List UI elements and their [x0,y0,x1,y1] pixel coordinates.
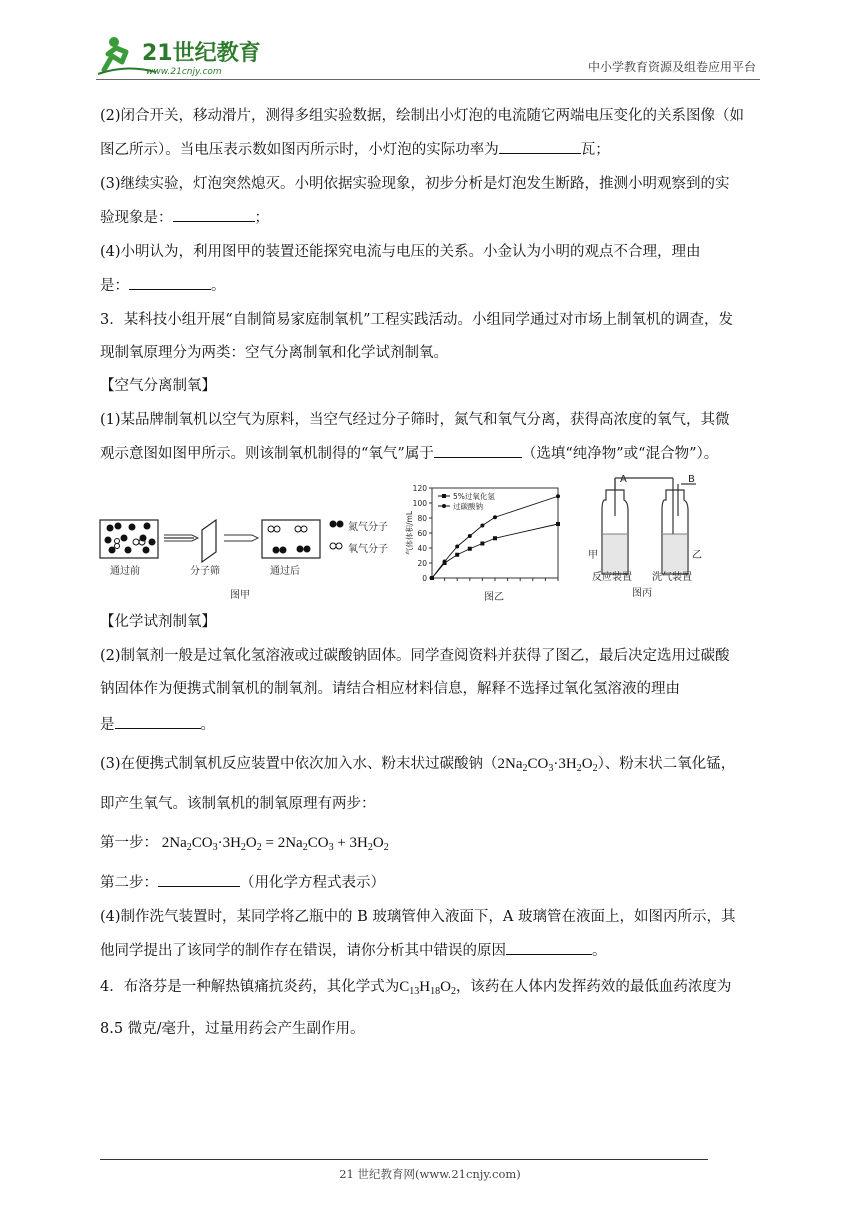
data-point-circle [455,545,459,549]
q3-part1-line2: 观示意图如图甲所示。则该制氧机制得的“氧气”属于 （选填“纯净物”或“混合物”）。 [100,443,718,464]
legend-entry: 5%过氧化氢 [453,492,495,501]
figure-yi-caption: 图乙 [484,592,504,603]
ibuprofen-formula: $C_{13}H_{18}O_2$ [399,979,456,997]
after-label: 通过后 [270,566,300,577]
data-point-square [468,547,472,551]
step1-equation: $2Na_2CO_3\cdot 3H_2O_2 = 2Na_2CO_3 + 3H_2O_2$ [158,835,389,853]
site-logo [96,34,266,78]
washer-label: 洗气装置 [652,572,692,583]
sieve-label: 分子筛 [190,566,220,577]
y-tick-label: 100 [412,499,427,508]
data-point-circle [430,576,434,580]
platform-name: 中小学教育资源及组卷应用平台 [587,60,756,74]
q3-intro-line1: 3．某科技小组开展“自制简易家庭制氧机”工程实践活动。小组同学通过对市场上制氧机的调查，发 [100,312,734,328]
answer-blank[interactable] [434,443,522,458]
q3-part1-line1: (1)某品牌制氧机以空气为原料，当空气经过分子筛时，氮气和氧气分离，获得高浓度的氧气，其微 [100,412,730,428]
section-heading-chem: 【化学试剂制氧】 [100,614,216,630]
svg-text:21世纪教育: 21世纪教育 [142,41,261,66]
answer-blank[interactable] [129,275,211,290]
answer-blank[interactable] [158,872,240,887]
footer-divider [100,1159,708,1160]
legend-marker [442,504,446,508]
q2-part4-line1: (4)小明认为，利用图甲的装置还能探究电流与电压的关系。小金认为小明的观点不合理，理由 [100,244,701,260]
figure-jia-caption: 图甲 [230,590,250,601]
data-point-circle [443,560,447,564]
answer-blank[interactable] [499,139,581,154]
bottle-jia-label: 甲 [588,550,598,561]
figure-jia [98,512,398,602]
q2-part2-line2: 图乙所示）。当电压表示数如图丙所示时，小灯泡的实际功率为 瓦； [100,139,610,160]
q3-part2-line1: (2)制氧剂一般是过氧化氢溶液或过碳酸钠固体。同学查阅资料并获得了图乙，最后决定选用过碳酸 [100,648,730,664]
legend-o2-label: 氧气分子 [348,544,388,555]
answer-blank[interactable] [173,207,255,222]
figure-bing-caption: 图丙 [632,588,652,599]
sodium-percarbonate-formula: $2Na_2CO_3\cdot 3H_2O_2$ [497,756,598,774]
figure-bing [584,476,714,600]
q4-line1: 4．布洛芬是一种解热镇痛抗炎药，其化学式为$C_{13}H_{18}O_2$，该药在人体内发挥药效的最低血药浓度为 [100,979,732,997]
y-tick-label: 20 [417,559,427,568]
reactor-label: 反应装置 [592,572,632,583]
q3-part2-line2: 钠固体作为便携式制氧机的制氧剂。请结合相应材料信息，解释不选择过氧化氢溶液的理由 [100,681,680,697]
y-tick-label: 0 [422,574,427,583]
y-tick-label: 40 [417,544,427,553]
data-point-square [556,522,560,526]
tube-b-label: B [688,474,695,485]
q4-line2: 8.5 微克/毫升，过量用药会产生副作用。 [100,1021,365,1037]
q2-part2-line1: (2)闭合开关，移动滑片，测得多组实验数据，绘制出小灯泡的电流随它两端电压变化的关系图像（如 [100,108,745,124]
before-label: 通过前 [110,566,140,577]
y-axis-label: 气体体积/mL [405,510,414,556]
page-footer: 21 世纪教育网(www.21cnjy.com) [339,1167,521,1181]
header-divider [96,79,760,80]
data-point-square [455,553,459,557]
svg-text:www.21cnjy.com: www.21cnjy.com [146,67,222,77]
series-line [432,524,558,578]
data-point-circle [556,494,560,498]
y-tick-label: 120 [412,484,427,493]
bottle-yi-label: 乙 [692,550,702,561]
data-point-circle [468,534,472,538]
section-heading-air: 【空气分离制氧】 [100,378,216,394]
tube-a-label: A [620,474,627,485]
answer-blank[interactable] [506,940,592,955]
plot-frame [432,488,558,578]
step1-line: 第一步： $2Na_2CO_3\cdot 3H_2O_2 = 2Na_2CO_3 + 3H_2O_2$ [100,835,389,853]
q3-part3-line2: 即产生氧气。该制氧机的制氧原理有两步： [100,796,376,812]
data-point-circle [493,515,497,519]
figure-yi [402,480,574,603]
q3-part3-line1: (3)在便携式制氧机反应装置中依次加入水、粉末状过碳酸钠$(2Na_2CO_3\cdot 3H_2O_2)$、粉末状二氧化锰， [100,756,736,774]
q2-part3-line2: 验现象是： ； [100,207,269,228]
data-point-square [493,536,497,540]
data-point-circle [480,524,484,528]
q3-part4-line1: (4)制作洗气装置时，某同学将乙瓶中的 B 玻璃管伸入液面下，A 玻璃管在液面上，如图丙所示，其 [100,909,736,925]
q3-part2-line3: 是 。 [100,714,215,735]
legend-marker [442,494,446,498]
y-tick-label: 60 [417,529,427,538]
legend-entry: 过碳酸钠 [453,502,483,511]
step2-line: 第二步： （用化学方程式表示） [100,872,385,893]
q2-part4-line2: 是： 。 [100,275,226,296]
y-tick-label: 80 [417,514,427,523]
q2-part3-line1: (3)继续实验，灯泡突然熄灭。小明依据实验现象，初步分析是灯泡发生断路，推测小明观察到的实 [100,176,730,192]
gas-wash-apparatus [584,476,714,580]
q3-part4-line2: 他同学提出了该同学的制作存在错误，请你分析其中错误的原因 。 [100,940,607,961]
gas-volume-chart [402,480,574,584]
data-point-square [480,542,484,546]
answer-blank[interactable] [115,714,201,729]
legend-n2-label: 氮气分子 [348,522,388,533]
q3-intro-line2: 现制氧原理分为两类：空气分离制氧和化学试剂制氧。 [100,345,448,361]
